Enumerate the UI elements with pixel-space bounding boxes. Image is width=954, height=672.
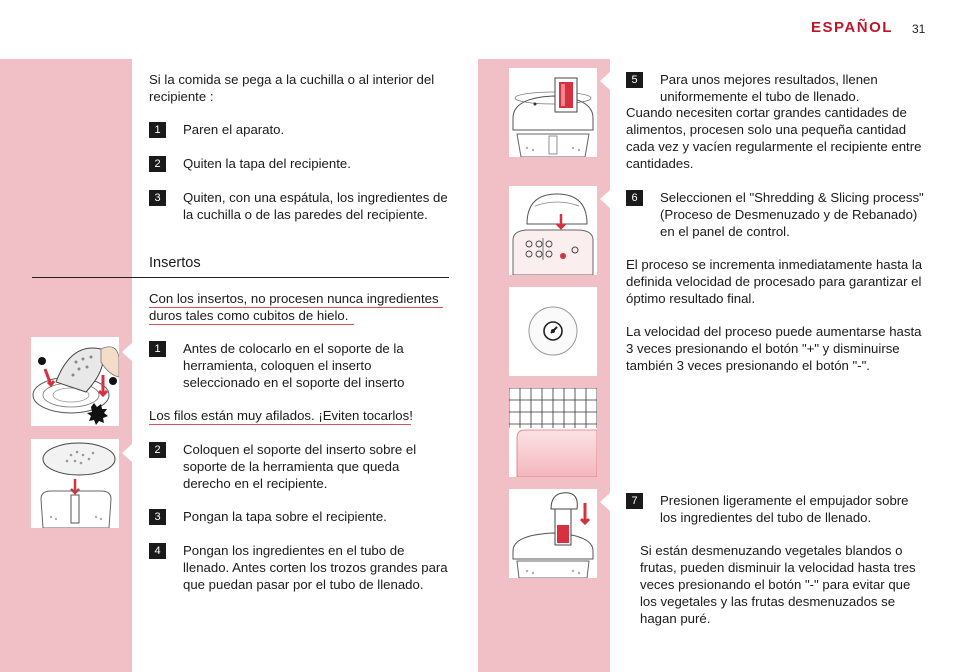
insert-holder-illustration — [31, 337, 119, 426]
right-pointer — [600, 493, 610, 511]
step-number: 2 — [149, 442, 166, 458]
step-number: 1 — [149, 122, 166, 138]
speed-adjust-paragraph: La velocidad del proceso puede aumentarse hasta 3 veces presionando el botón "+" y disminuirse también 3 veces presionando el botón "-". — [626, 324, 922, 373]
left-pointer — [122, 444, 132, 462]
step-number: 7 — [626, 493, 643, 509]
warning-text: Con los insertos, no procesen nunca ingredientes duros tales como cubitos de hielo. — [149, 291, 439, 323]
step5-body: Cuando necesiten cortar grandes cantidades de alimentos, procesen solo una pequeña cantidad cada vez y vacíen regularmente el recipiente entre cantidades. — [626, 105, 922, 171]
step-text: Pongan los ingredientes en el tubo de llenado. Antes corten los trozos grandes para que puedan pasar por el tubo de llenado. — [183, 543, 448, 592]
section-divider — [32, 277, 449, 278]
step-text: Paren el aparato. — [183, 122, 285, 137]
step-number: 2 — [149, 156, 166, 172]
speed-paragraph: El proceso se incrementa inmediatamente hasta la definida velocidad de procesado para garantizar el óptimo resultado final. — [626, 257, 923, 306]
step-text: Seleccionen el "Shredding & Slicing process" (Proceso de Desmenuzado y de Rebanado) en el panel de control. — [660, 190, 924, 239]
step-number: 1 — [149, 341, 166, 357]
step-text: Presionen ligeramente el empujador sobre los ingredientes del tubo de llenado. — [660, 493, 909, 525]
insert-on-bowl-illustration — [31, 439, 119, 528]
step-number: 3 — [149, 190, 166, 206]
control-panel-illustration — [509, 186, 597, 275]
caution-text: Los filos están muy afilados. ¡Eviten tocarlos! — [149, 408, 413, 423]
page-number: 31 — [912, 22, 926, 36]
step-text: Pongan la tapa sobre el recipiente. — [183, 509, 387, 524]
step-number: 5 — [626, 72, 643, 88]
dial-illustration — [509, 287, 597, 376]
warning-underline-1 — [149, 307, 443, 308]
warning-underline-2 — [149, 324, 354, 325]
speed-grid-illustration — [509, 388, 597, 477]
intro-text: Si la comida se pega a la cuchilla o al interior del recipiente : — [149, 72, 435, 104]
step-number: 3 — [149, 509, 166, 525]
language-header: ESPAÑOL — [811, 19, 893, 36]
fill-tube-illustration — [509, 68, 597, 157]
step-number: 4 — [149, 543, 166, 559]
step-text: Quiten la tapa del recipiente. — [183, 156, 351, 171]
soft-vegetables-note: Si están desmenuzando vegetales blandos o frutas, pueden disminuir la velocidad hasta tres veces presionando el botón "-" para evitar que los vegetales y las frutas desmenuzados se hagan puré. — [640, 543, 916, 626]
step-number: 6 — [626, 190, 643, 206]
step-text: Quiten, con una espátula, los ingredientes de la cuchilla o de las paredes del recipiente. — [183, 190, 448, 222]
pusher-illustration — [509, 489, 597, 578]
step-text: Para unos mejores resultados, llenen uniformemente el tubo de llenado. — [660, 72, 878, 104]
caution-underline — [149, 424, 411, 425]
right-pointer — [600, 190, 610, 208]
step-text: Coloquen el soporte del inserto sobre el soporte de la herramienta que queda derecho en el recipiente. — [183, 442, 417, 491]
right-pointer — [600, 72, 610, 90]
section-title: Insertos — [149, 255, 201, 271]
step-text: Antes de colocarlo en el soporte de la herramienta, coloquen el inserto seleccionado en el soporte del inserto — [183, 341, 405, 390]
left-pointer — [122, 343, 132, 361]
